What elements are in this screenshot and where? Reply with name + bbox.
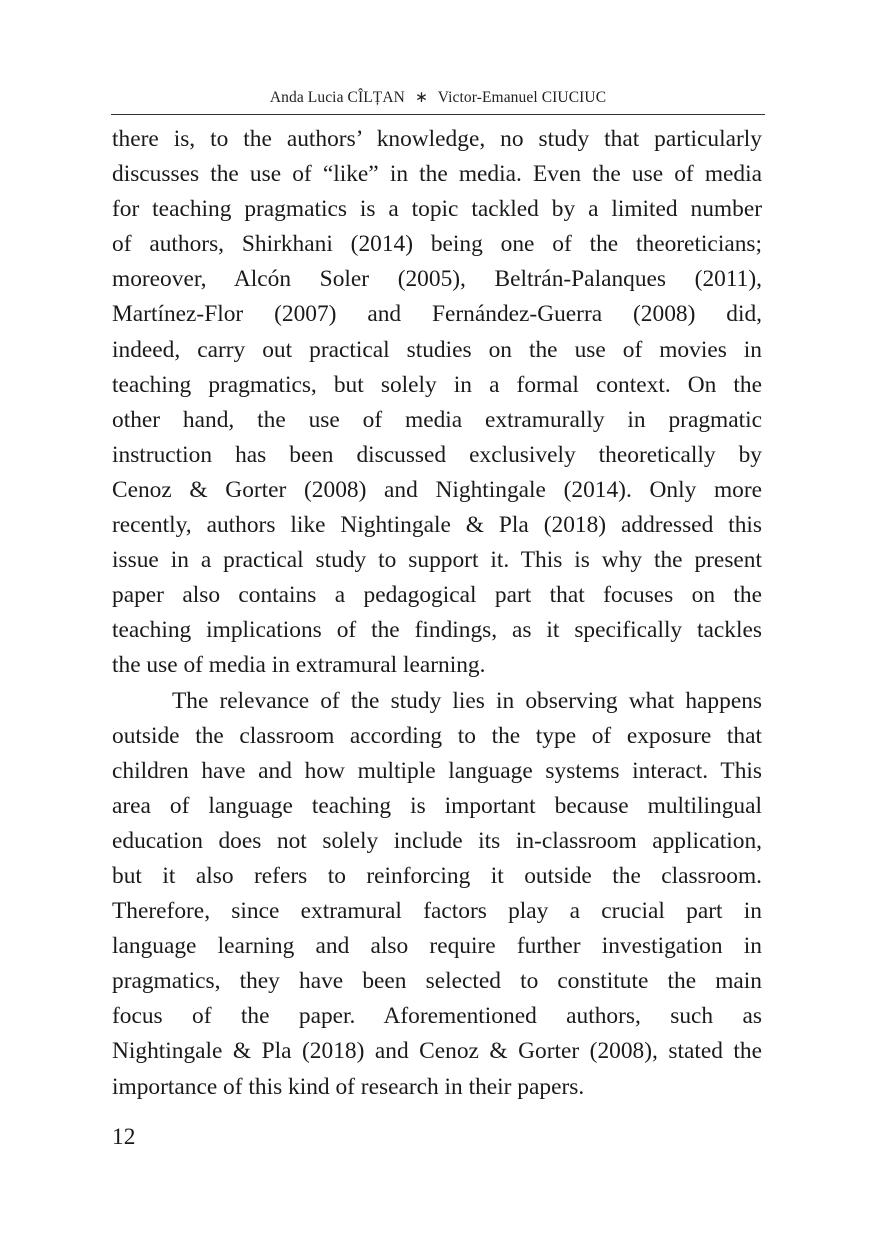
text-line: teaching pragmatics, but solely in a formal context. On the: [112, 371, 762, 398]
body-text: [112, 122, 762, 1105]
text-line: children have and how multiple language systems interact. This: [112, 757, 762, 784]
text-line: moreover, Alcón Soler (2005), Beltrán-Palanques (2011),: [112, 266, 762, 293]
text-line: instruction has been discussed exclusively theoretically by: [112, 441, 762, 468]
text-line: language learning and also require further investigation in: [112, 933, 762, 960]
text-line: indeed, carry out practical studies on the use of movies in: [112, 336, 762, 363]
text-line: area of language teaching is important because multilingual: [112, 792, 762, 819]
text-line: Cenoz & Gorter (2008) and Nightingale (2014). Only more: [112, 476, 762, 503]
text-line: of authors, Shirkhani (2014) being one of the theoreticians;: [112, 231, 762, 258]
page-number: 12: [112, 1124, 136, 1150]
text-line: there is, to the authors’ knowledge, no study that particularly: [112, 126, 762, 152]
paragraph-2: [112, 684, 762, 1105]
text-line: Nightingale & Pla (2018) and Cenoz & Gorter (2008), stated the: [112, 1038, 762, 1065]
header-author-1: Anda Lucia CÎLȚAN: [269, 89, 405, 106]
text-line: pragmatics, they have been selected to constitute the main: [112, 968, 762, 995]
text-line: but it also refers to reinforcing it outside the classroom.: [112, 862, 762, 889]
text-line: for teaching pragmatics is a topic tackled by a limited number: [112, 196, 762, 223]
text-line: importance of this kind of research in their papers.: [112, 1073, 585, 1100]
text-line: the use of media in extramural learning.: [112, 652, 486, 679]
header-separator: ∗: [414, 89, 429, 106]
header-author-2: Victor-Emanuel CIUCIUC: [437, 89, 607, 106]
text-line: teaching implications of the findings, as it specifically tackles: [112, 617, 762, 644]
text-line: other hand, the use of media extramurally in pragmatic: [112, 406, 762, 433]
header-rule: [111, 114, 765, 115]
text-line: Therefore, since extramural factors play a crucial part in: [112, 898, 762, 925]
text-line: recently, authors like Nightingale & Pla (2018) addressed this: [112, 512, 762, 539]
text-line: Martínez-Flor (2007) and Fernández-Guerra (2008) did,: [112, 301, 762, 328]
running-header: [111, 88, 765, 107]
text-line: paper also contains a pedagogical part that focuses on the: [112, 582, 762, 609]
text-line: discusses the use of “like” in the media. Even the use of media: [112, 161, 762, 188]
text-line: outside the classroom according to the type of exposure that: [112, 722, 762, 749]
text-line: issue in a practical study to support it. This is why the present: [112, 547, 762, 574]
text-line: The relevance of the study lies in observing what happens: [172, 687, 762, 714]
text-line: education does not solely include its in-classroom application,: [112, 827, 762, 854]
text-line: focus of the paper. Aforementioned authors, such as: [112, 1003, 762, 1030]
paragraph-1: [112, 122, 762, 684]
